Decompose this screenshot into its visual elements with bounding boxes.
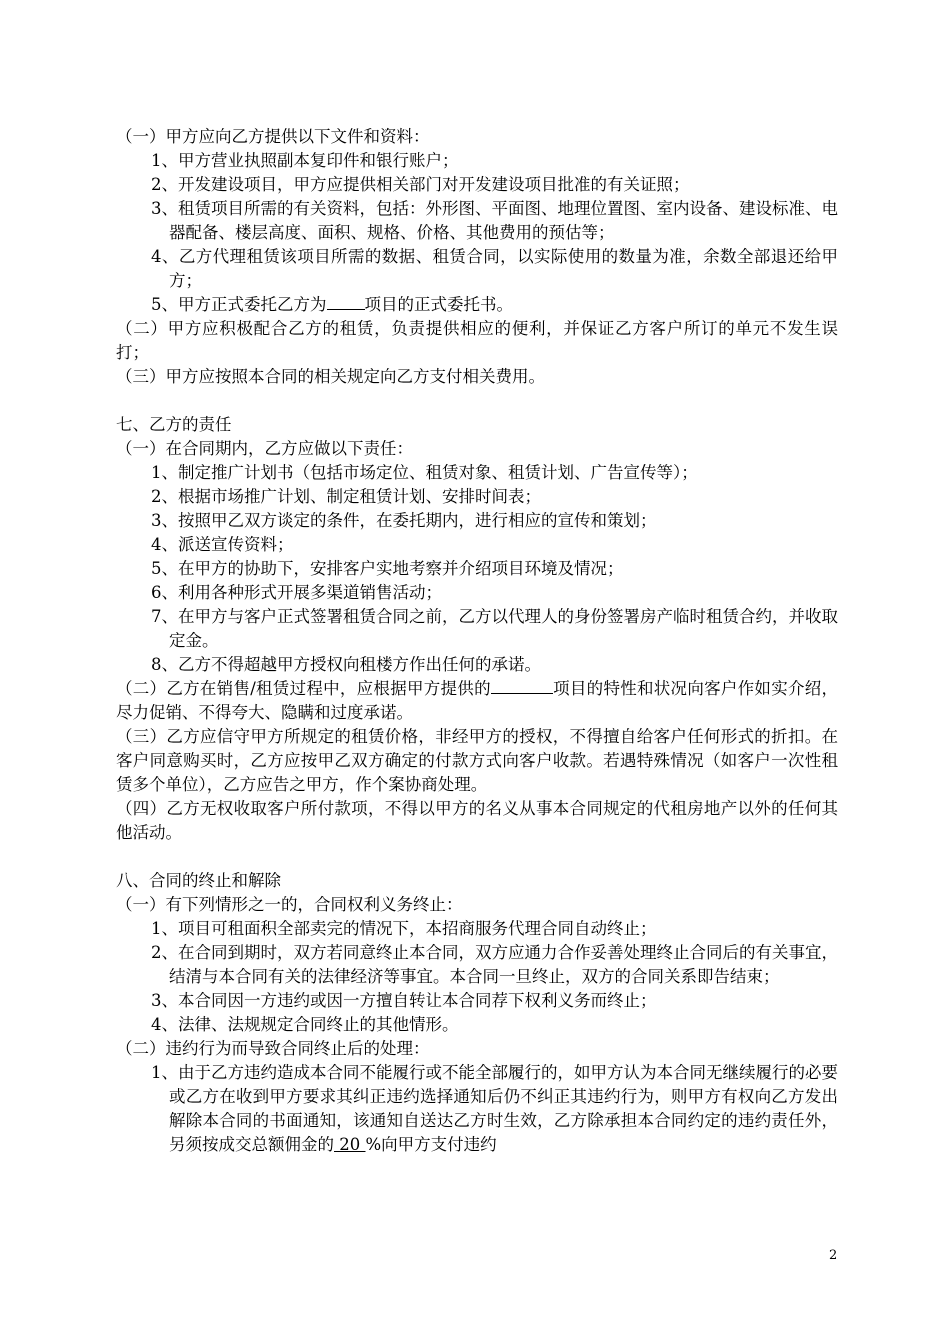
paragraph-party-a-2: （二）甲方应积极配合乙方的租赁，负责提供相应的便利，并保证乙方客户所订的单元不发生误打； <box>116 319 838 362</box>
section-heading-7: 七、乙方的责任 <box>116 415 232 434</box>
list-item: 3、本合同因一方违约或因一方擅自转让本合同荐下权利义务而终止； <box>151 991 657 1010</box>
list-item-with-blank: 5、甲方正式委托乙方为 项目的正式委托书。 <box>151 295 513 314</box>
paragraph-party-b-2: （二）乙方在销售/租赁过程中，应根据甲方提供的 项目的特性和状况向客户作如实介绍，尽力促销、不得夸大、隐瞒和过度承诺。 <box>116 679 839 722</box>
list-item: 4、法律、法规规定合同终止的其他情形。 <box>151 1015 459 1034</box>
list-item: 5、在甲方的协助下，安排客户实地考察并介绍项目环境及情况； <box>151 559 624 578</box>
list-item: 1、甲方营业执照副本复印件和银行账户； <box>151 151 459 170</box>
paragraph-party-a-1: （一）甲方应向乙方提供以下文件和资料： <box>116 127 430 146</box>
contract-body <box>116 125 838 1157</box>
section-heading-8: 八、合同的终止和解除 <box>116 871 281 890</box>
list-item: 3、租赁项目所需的有关资料，包括：外形图、平面图、地理位置图、室内设备、建设标准、电器配备、楼层高度、面积、规格、价格、其他费用的预估等； <box>151 199 838 242</box>
paragraph-party-a-3: （三）甲方应按照本合同的相关规定向乙方支付相关费用。 <box>116 367 545 386</box>
list-item: 8、乙方不得超越甲方授权向租楼方作出任何的承诺。 <box>151 655 541 674</box>
list-item: 2、在合同到期时，双方若同意终止本合同，双方应通力合作妥善处理终止合同后的有关事宜，结清与本合同有关的法律经济等事宜。本合同一旦终止，双方的合同关系即告结束； <box>151 943 838 986</box>
paragraph-termination-2: （二）违约行为而导致合同终止后的处理： <box>116 1039 430 1058</box>
paragraph-termination-1: （一）有下列情形之一的，合同权利义务终止： <box>116 895 463 914</box>
list-item: 4、派送宣传资料； <box>151 535 294 554</box>
list-item: 4、乙方代理租赁该项目所需的数据、租赁合同，以实际使用的数量为准，余数全部退还给甲方； <box>151 247 838 290</box>
list-item-with-percent: 1、由于乙方违约造成本合同不能履行或不能全部履行的，如甲方认为本合同无继续履行的必要或乙方在收到甲方要求其纠正违约选择通知后仍不纠正其违约行为，则甲方有权向乙方发出解除本合同的书面通知，该通知自送达乙方时生效，乙方除承担本合同约定的违约责任外，另须按成交总额佣金的 20 %向甲方支付违约 <box>151 1063 838 1154</box>
paragraph-party-b-1: （一）在合同期内，乙方应做以下责任： <box>116 439 413 458</box>
page-number: 2 <box>829 1248 838 1263</box>
paragraph-party-b-4: （四）乙方无权收取客户所付款项，不得以甲方的名义从事本合同规定的代租房地产以外的任何其他活动。 <box>116 799 838 842</box>
paragraph-party-b-3: （三）乙方应信守甲方所规定的租赁价格，非经甲方的授权，不得擅自给客户任何形式的折扣。在客户同意购买时，乙方应按甲乙双方确定的付款方式向客户收款。若遇特殊情况（如客户一次性租赁多个单位），乙方应告之甲方，作个案协商处理。 <box>116 727 838 794</box>
list-item: 7、在甲方与客户正式签署租赁合同之前，乙方以代理人的身份签署房产临时租赁合约，并收取定金。 <box>151 607 838 650</box>
penalty-percent: 20 <box>334 1135 366 1154</box>
blank-underline <box>491 677 553 694</box>
list-item: 1、项目可租面积全部卖完的情况下，本招商服务代理合同自动终止； <box>151 919 657 938</box>
list-item: 2、根据市场推广计划、制定租赁计划、安排时间表； <box>151 487 541 506</box>
list-item: 6、利用各种形式开展多渠道销售活动； <box>151 583 442 602</box>
list-item: 1、制定推广计划书（包括市场定位、租赁对象、租赁计划、广告宣传等）； <box>151 463 698 482</box>
list-item: 2、开发建设项目，甲方应提供相关部门对开发建设项目批准的有关证照； <box>151 175 690 194</box>
list-item: 3、按照甲乙双方谈定的条件，在委托期内，进行相应的宣传和策划； <box>151 511 657 530</box>
blank-underline <box>327 293 365 310</box>
